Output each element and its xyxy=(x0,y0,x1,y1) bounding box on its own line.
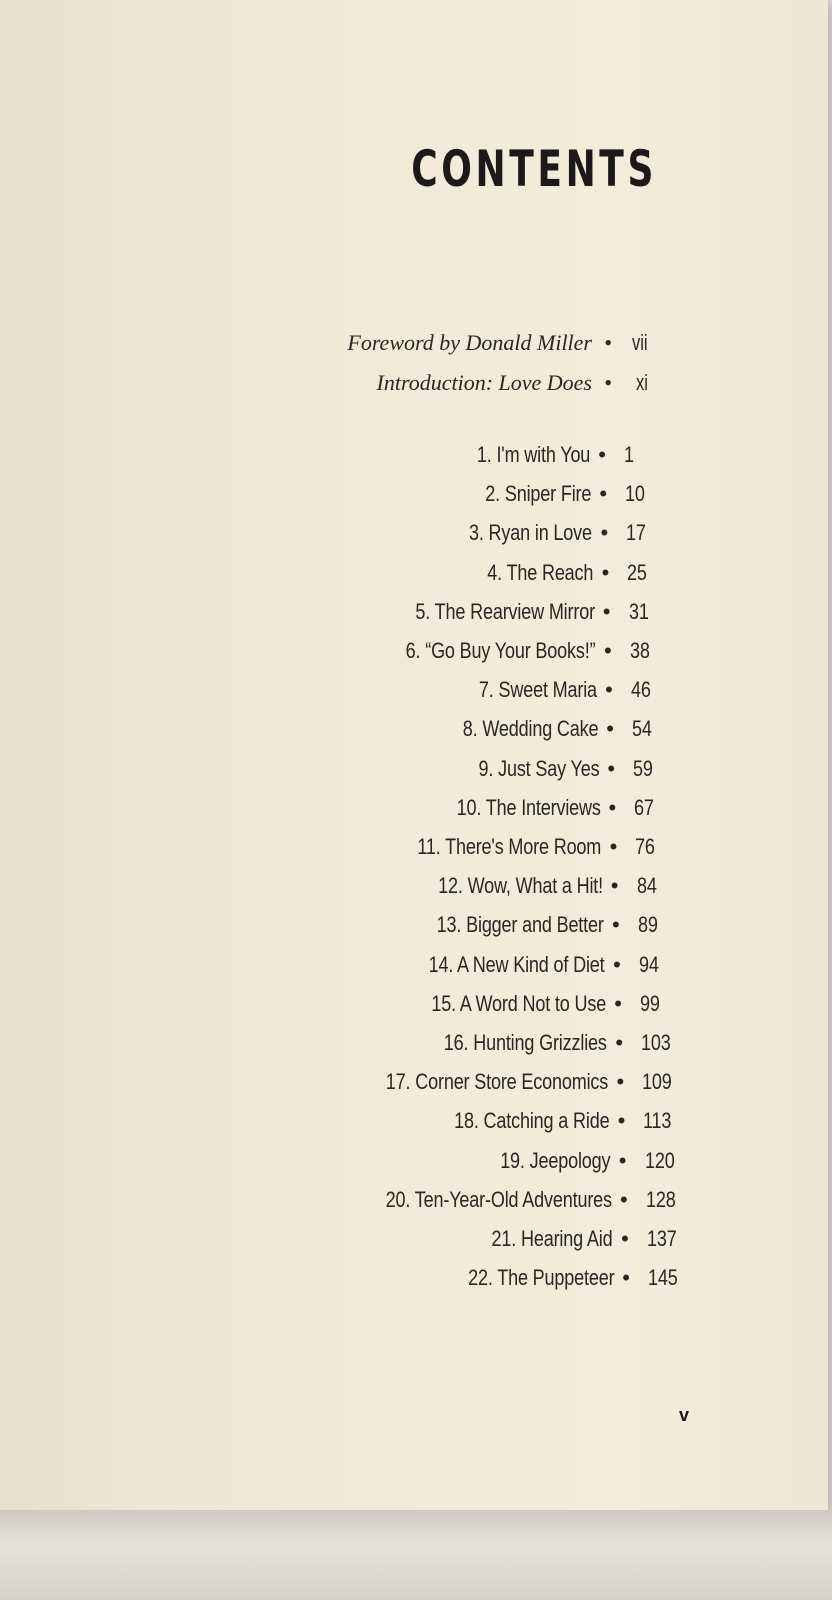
toc-separator: • xyxy=(600,520,609,546)
toc-page-number: 1 xyxy=(624,442,634,467)
background-surface xyxy=(0,1510,832,1600)
toc-page-number: 109 xyxy=(642,1069,672,1095)
toc-separator: • xyxy=(618,1147,627,1173)
toc-separator: • xyxy=(602,598,611,624)
toc-separator: • xyxy=(619,1186,628,1212)
toc-separator: • xyxy=(617,1108,626,1134)
toc-entry-title: 7. Sweet Maria xyxy=(478,677,597,703)
toc-separator: • xyxy=(610,873,619,899)
toc-separator: • xyxy=(616,1069,625,1095)
toc-page-number: 67 xyxy=(634,794,655,820)
toc-entry-title: Introduction: Love Does xyxy=(376,370,592,395)
toc-page-number: 113 xyxy=(643,1108,672,1134)
toc-separator: • xyxy=(614,990,622,1016)
toc-separator: • xyxy=(598,442,606,467)
toc-entry-title: 18. Catching a Ride xyxy=(454,1108,610,1134)
toc-separator: • xyxy=(615,1030,623,1055)
toc-separator: • xyxy=(608,794,617,820)
toc-separator: • xyxy=(622,1265,630,1291)
toc-entry-title: 22. The Puppeteer xyxy=(467,1265,614,1291)
toc-page-number: 38 xyxy=(629,638,650,663)
toc-entry-title: 19. Jeepology xyxy=(500,1147,611,1173)
toc-page-number: 59 xyxy=(633,755,653,781)
toc-entry-title: Foreword by Donald Miller xyxy=(347,330,592,355)
toc-separator: • xyxy=(613,951,621,977)
toc-entry-title: 10. The Interviews xyxy=(456,794,601,820)
toc-entry-title: 17. Corner Store Economics xyxy=(385,1069,609,1095)
toc-page-number: 54 xyxy=(632,716,652,742)
toc-entry-title: 12. Wow, What a Hit! xyxy=(437,873,603,899)
toc-entry-title: 2. Sniper Fire xyxy=(485,481,592,507)
toc-entry-title: 16. Hunting Grizzlies xyxy=(444,1030,608,1055)
toc-entry-title: 5. The Rearview Mirror xyxy=(415,598,595,624)
toc-entry-title: 14. A New Kind of Diet xyxy=(428,951,605,977)
toc-separator: • xyxy=(605,677,613,703)
toc-entry-title: 8. Wedding Cake xyxy=(462,716,598,742)
toc-page-number: 10 xyxy=(625,481,645,507)
toc-entry-title: 13. Bigger and Better xyxy=(436,912,604,938)
toc-separator: • xyxy=(599,481,607,507)
toc-entry-title: 11. There's More Room xyxy=(417,834,602,859)
toc-separator: • xyxy=(601,559,610,585)
toc-entry-title: 9. Just Say Yes xyxy=(478,755,600,781)
toc-page-number: 17 xyxy=(626,520,647,546)
toc-separator: • xyxy=(607,755,615,781)
toc-page-number: 94 xyxy=(638,951,659,977)
toc-separator: • xyxy=(604,370,612,395)
toc-separator: • xyxy=(603,638,612,663)
toc-entry-title: 15. A Word Not to Use xyxy=(431,990,606,1016)
toc-separator: • xyxy=(606,716,614,742)
toc-entry-title: 21. Hearing Aid xyxy=(491,1226,613,1251)
toc-page-number: 103 xyxy=(641,1030,671,1055)
toc-entry-title: 3. Ryan in Love xyxy=(469,520,593,546)
toc-page-number: 31 xyxy=(628,598,649,624)
toc-entry-title: 1. I'm with You xyxy=(476,442,590,467)
toc-separator: • xyxy=(621,1226,629,1251)
toc-page-number: 84 xyxy=(636,873,657,899)
toc-page-number: 120 xyxy=(644,1147,675,1173)
toc-page-number: 46 xyxy=(630,677,651,703)
toc-page-number: 145 xyxy=(648,1265,678,1291)
toc-page-number: 89 xyxy=(637,912,658,938)
toc-separator: • xyxy=(609,834,618,859)
toc-page-number: 137 xyxy=(646,1226,677,1251)
toc-page-number: 128 xyxy=(645,1186,676,1212)
toc-separator: • xyxy=(611,912,620,938)
toc-page-number: xi xyxy=(636,370,648,395)
toc-page-number: 76 xyxy=(635,834,656,859)
toc-page-number: vii xyxy=(632,330,648,355)
toc-entry-title: 20. Ten-Year-Old Adventures xyxy=(385,1186,612,1212)
toc-page-number: 25 xyxy=(627,559,648,585)
toc-page-number: 99 xyxy=(640,990,660,1016)
toc-separator: • xyxy=(604,330,612,355)
contents-heading: CONTENTS xyxy=(411,140,657,198)
toc-entry-title: 6. “Go Buy Your Books!” xyxy=(405,638,596,663)
toc-entry-title: 4. The Reach xyxy=(487,559,594,585)
page-number: v xyxy=(679,1405,690,1425)
